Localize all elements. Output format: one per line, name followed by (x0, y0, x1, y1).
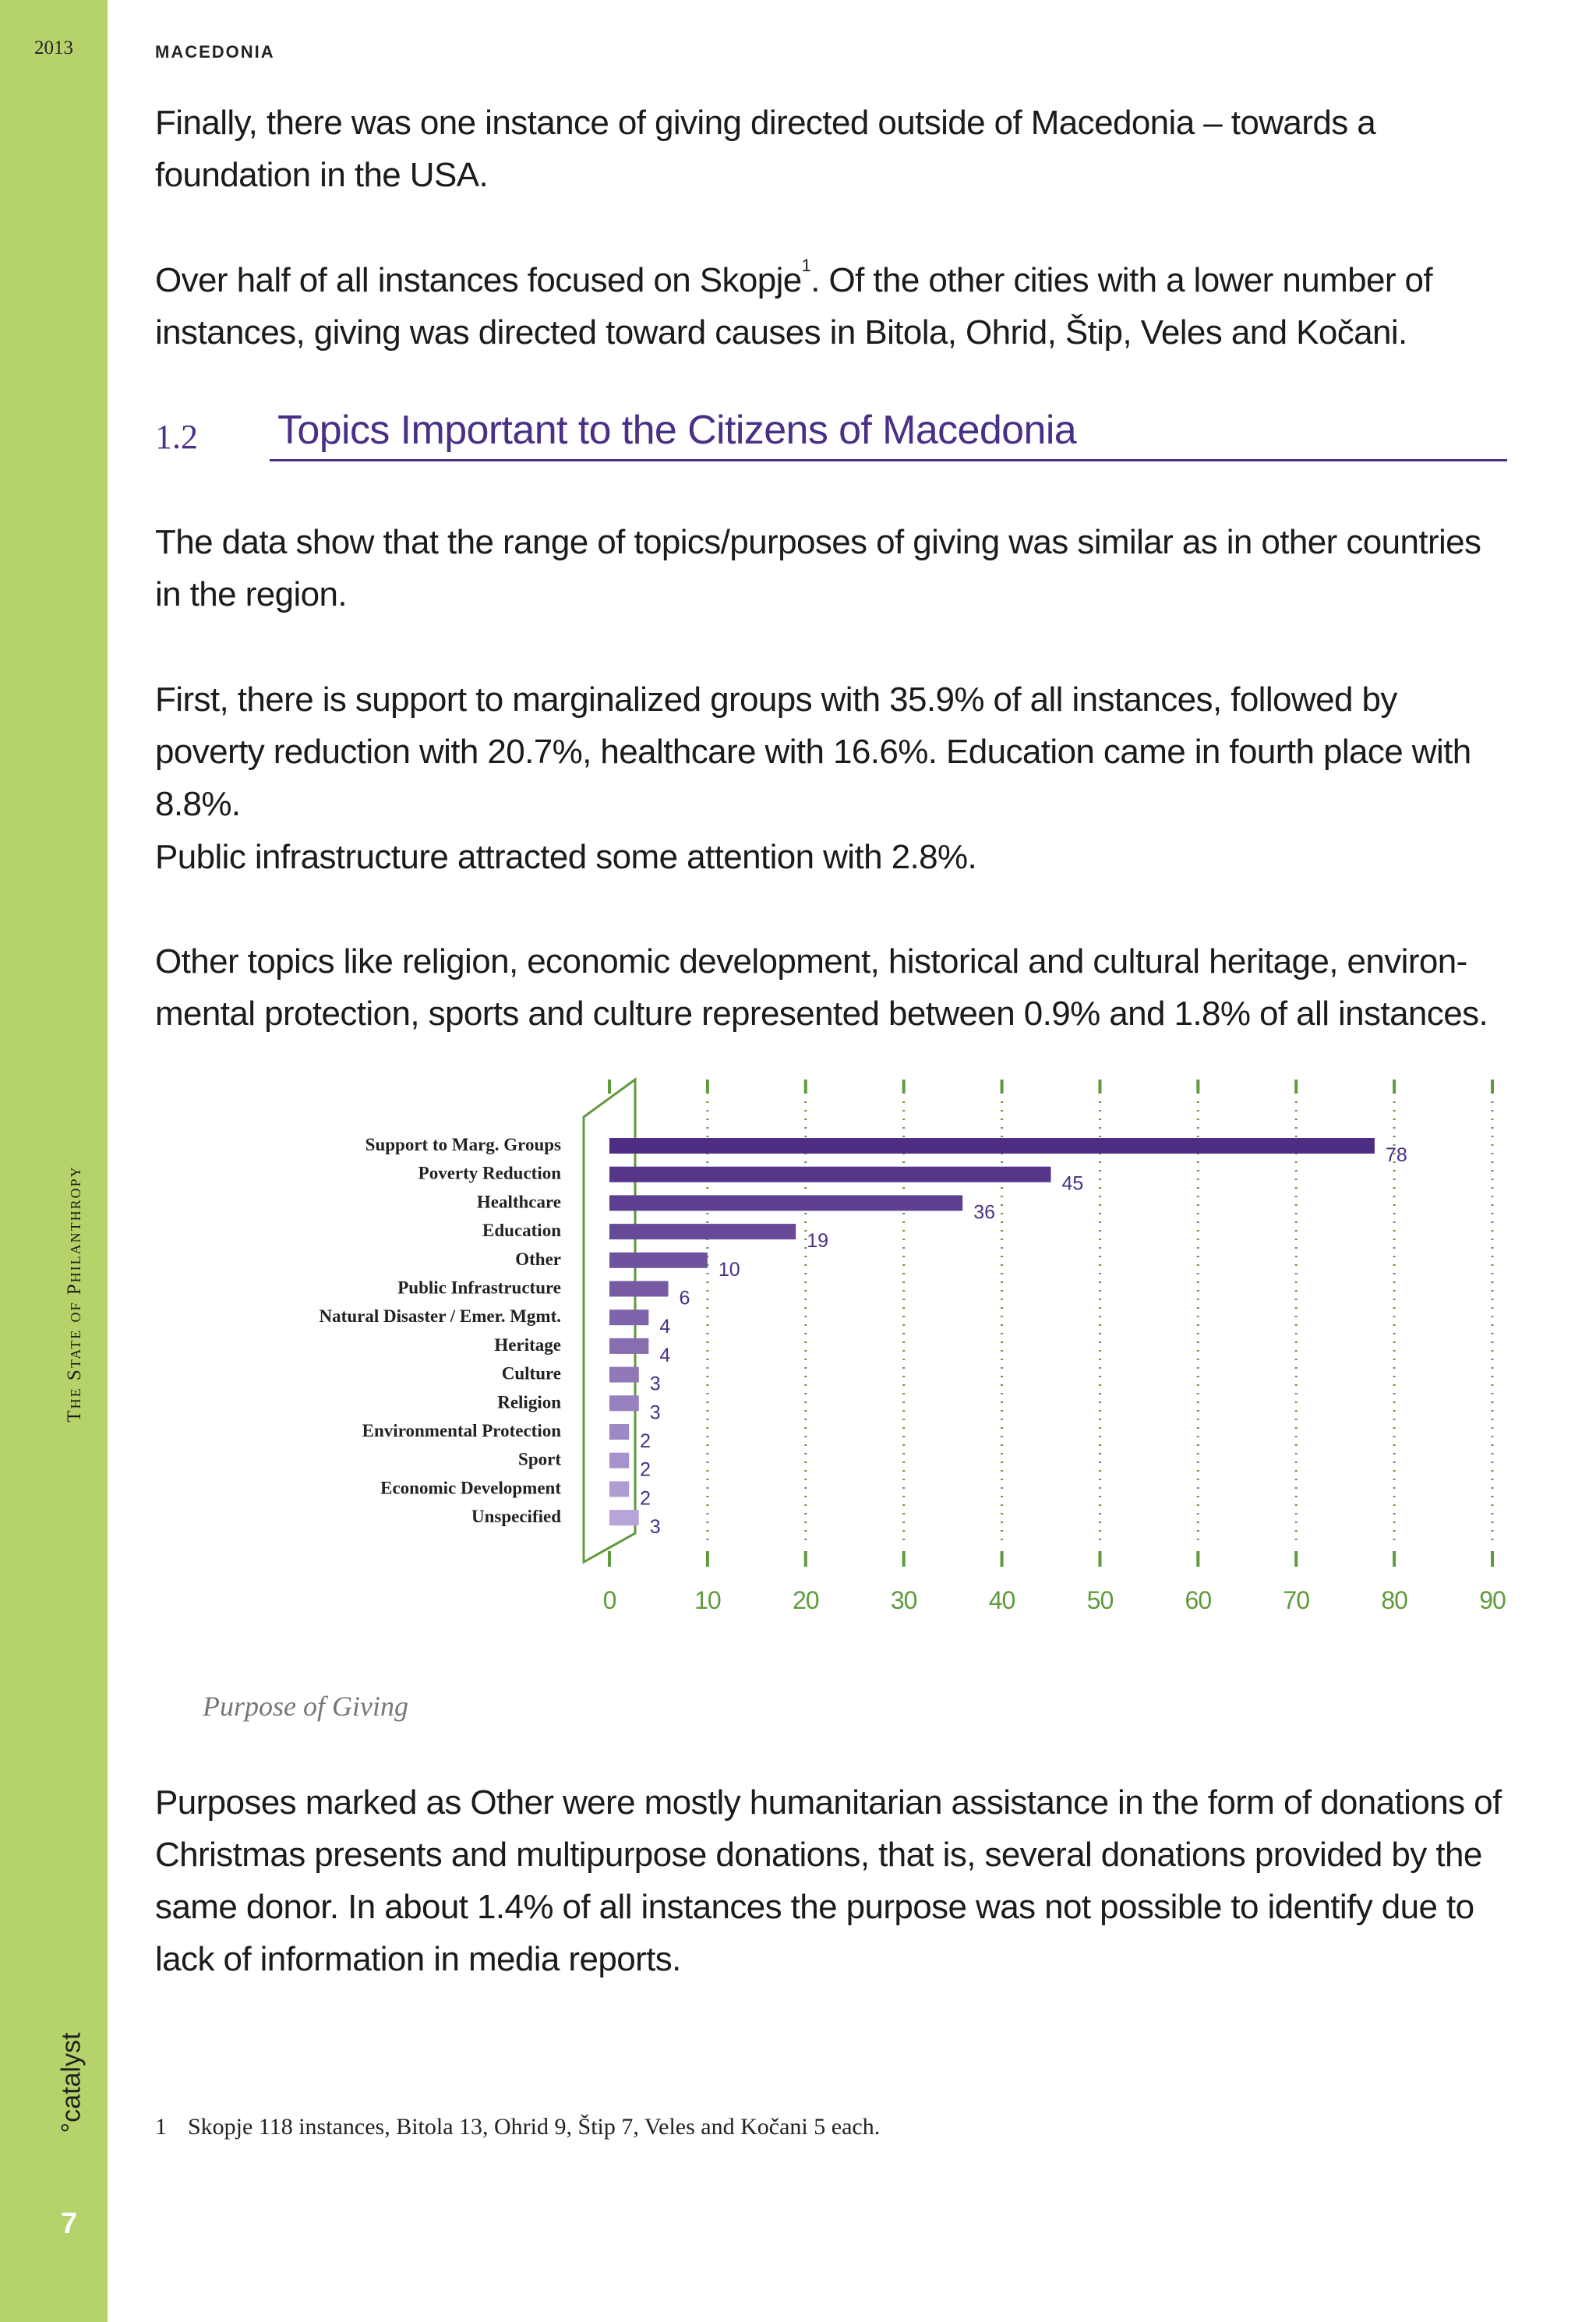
section-number: 1.2 (155, 418, 198, 456)
value-label: 4 (659, 1316, 671, 1338)
value-label: 10 (718, 1258, 740, 1281)
bar (609, 1195, 962, 1210)
category-label: Public Infrastructure (397, 1278, 561, 1298)
value-label: 19 (807, 1230, 829, 1253)
category-label: Religion (497, 1392, 561, 1412)
category-label: Unspecified (471, 1507, 561, 1527)
bar (609, 1253, 708, 1268)
chart-caption: Purpose of Giving (203, 1691, 408, 1722)
category-label: Natural Disaster / Emer. Mgmt. (319, 1306, 561, 1327)
paragraph-public-infrastructure: Public infrastructure attracted some attention with 2.8%. (155, 838, 977, 876)
category-label: Environmental Protection (362, 1421, 561, 1440)
value-label: 3 (649, 1516, 661, 1539)
bar (609, 1367, 639, 1383)
x-tick-label: 90 (1479, 1586, 1506, 1614)
paragraph-skopje-end: . Of the other cities with a lower number of instances, giving was directed toward causes in Bitola, Ohrid, Štip, Veles and Kočani. (155, 261, 1433, 352)
x-tick-label: 60 (1185, 1586, 1212, 1614)
paragraph-range-of-topics: The data show that the range of topics/purposes of giving was similar as in other countries in the region. (155, 523, 1481, 613)
bar (609, 1281, 669, 1297)
category-label: Support to Marg. Groups (365, 1135, 561, 1154)
value-label: 3 (649, 1401, 661, 1424)
x-tick-label: 20 (792, 1586, 819, 1614)
x-tick-label: 0 (602, 1586, 616, 1614)
series-title: The State of Philanthropy (64, 1165, 85, 1423)
bar (609, 1138, 1375, 1154)
paragraph-skopje-start: Over half of all instances focused on Skopje (155, 261, 802, 299)
bar (609, 1224, 796, 1239)
bar (609, 1510, 639, 1525)
year-label: 2013 (34, 37, 73, 58)
paragraph-marginalized-groups: First, there is support to marginalized groups with 35.9% of all instances, followed by poverty reduction with 20.7%, healthcare with 16.6%. Education came in fourth place with 8.8%. (155, 680, 1471, 823)
category-label: Other (515, 1249, 561, 1269)
section-underline (270, 459, 1507, 461)
x-tick-label: 30 (890, 1586, 917, 1614)
value-label: 2 (640, 1458, 651, 1481)
category-label: Heritage (494, 1334, 561, 1355)
value-label: 36 (973, 1201, 996, 1224)
paragraph-skopje (155, 254, 1511, 359)
sidebar (0, 0, 108, 2322)
paragraph-other-purposes: Purposes marked as Other were mostly humanitarian assistance in the form of donations of Christmas presents and multipurpose donations, that is, several donations provided by the same donor. In about 1.4% of all instances the purpose was not possible to identify due to lack of information in media reports. (155, 1783, 1502, 1978)
bar (609, 1424, 629, 1440)
x-tick-label: 80 (1381, 1586, 1407, 1614)
category-label: Culture (501, 1363, 561, 1384)
x-tick-label: 40 (988, 1586, 1015, 1614)
footnote-mark: 1 (155, 2114, 167, 2140)
footnote-reference: 1 (801, 256, 811, 275)
category-label: Healthcare (476, 1192, 561, 1212)
x-tick-label: 50 (1086, 1586, 1114, 1614)
value-label: 6 (679, 1287, 690, 1309)
footnote-text: Skopje 118 instances, Bitola 13, Ohrid 9, Štip 7, Veles and Kočani 5 each. (188, 2114, 881, 2140)
value-label: 2 (640, 1430, 651, 1452)
category-label: Sport (518, 1449, 561, 1469)
running-header: MACEDONIA (155, 42, 275, 62)
x-tick-label: 10 (694, 1586, 721, 1614)
value-label: 3 (649, 1373, 661, 1395)
value-label: 2 (640, 1487, 651, 1510)
paragraph-giving-outside: Finally, there was one instance of giving directed outside of Macedonia – towards a foundation in the USA. (155, 104, 1376, 194)
bar-chart-svg (155, 1068, 1511, 1660)
value-label: 78 (1385, 1144, 1407, 1166)
category-label: Education (482, 1221, 561, 1241)
bar (609, 1453, 629, 1468)
bar (609, 1167, 1051, 1182)
x-tick-label: 70 (1283, 1586, 1310, 1614)
purpose-of-giving-chart (155, 1068, 1511, 1660)
bar (609, 1395, 639, 1411)
paragraph-other-topics: Other topics like religion, economic development, historical and cultural heritage, environmental protection, sports and culture represented between 0.9% and 1.8% of all instances. (155, 942, 1488, 1033)
catalyst-logo: °catalyst (56, 2032, 87, 2133)
page-number: 7 (61, 2207, 78, 2240)
footnote (155, 2114, 880, 2140)
bar (609, 1338, 648, 1354)
bar (609, 1309, 648, 1325)
section-title: Topics Important to the Citizens of Macedonia (277, 408, 1077, 453)
value-label: 45 (1061, 1172, 1084, 1195)
bar (609, 1481, 629, 1497)
category-label: Poverty Reduction (418, 1163, 561, 1183)
value-label: 4 (659, 1344, 671, 1366)
category-label: Economic Development (380, 1478, 561, 1498)
